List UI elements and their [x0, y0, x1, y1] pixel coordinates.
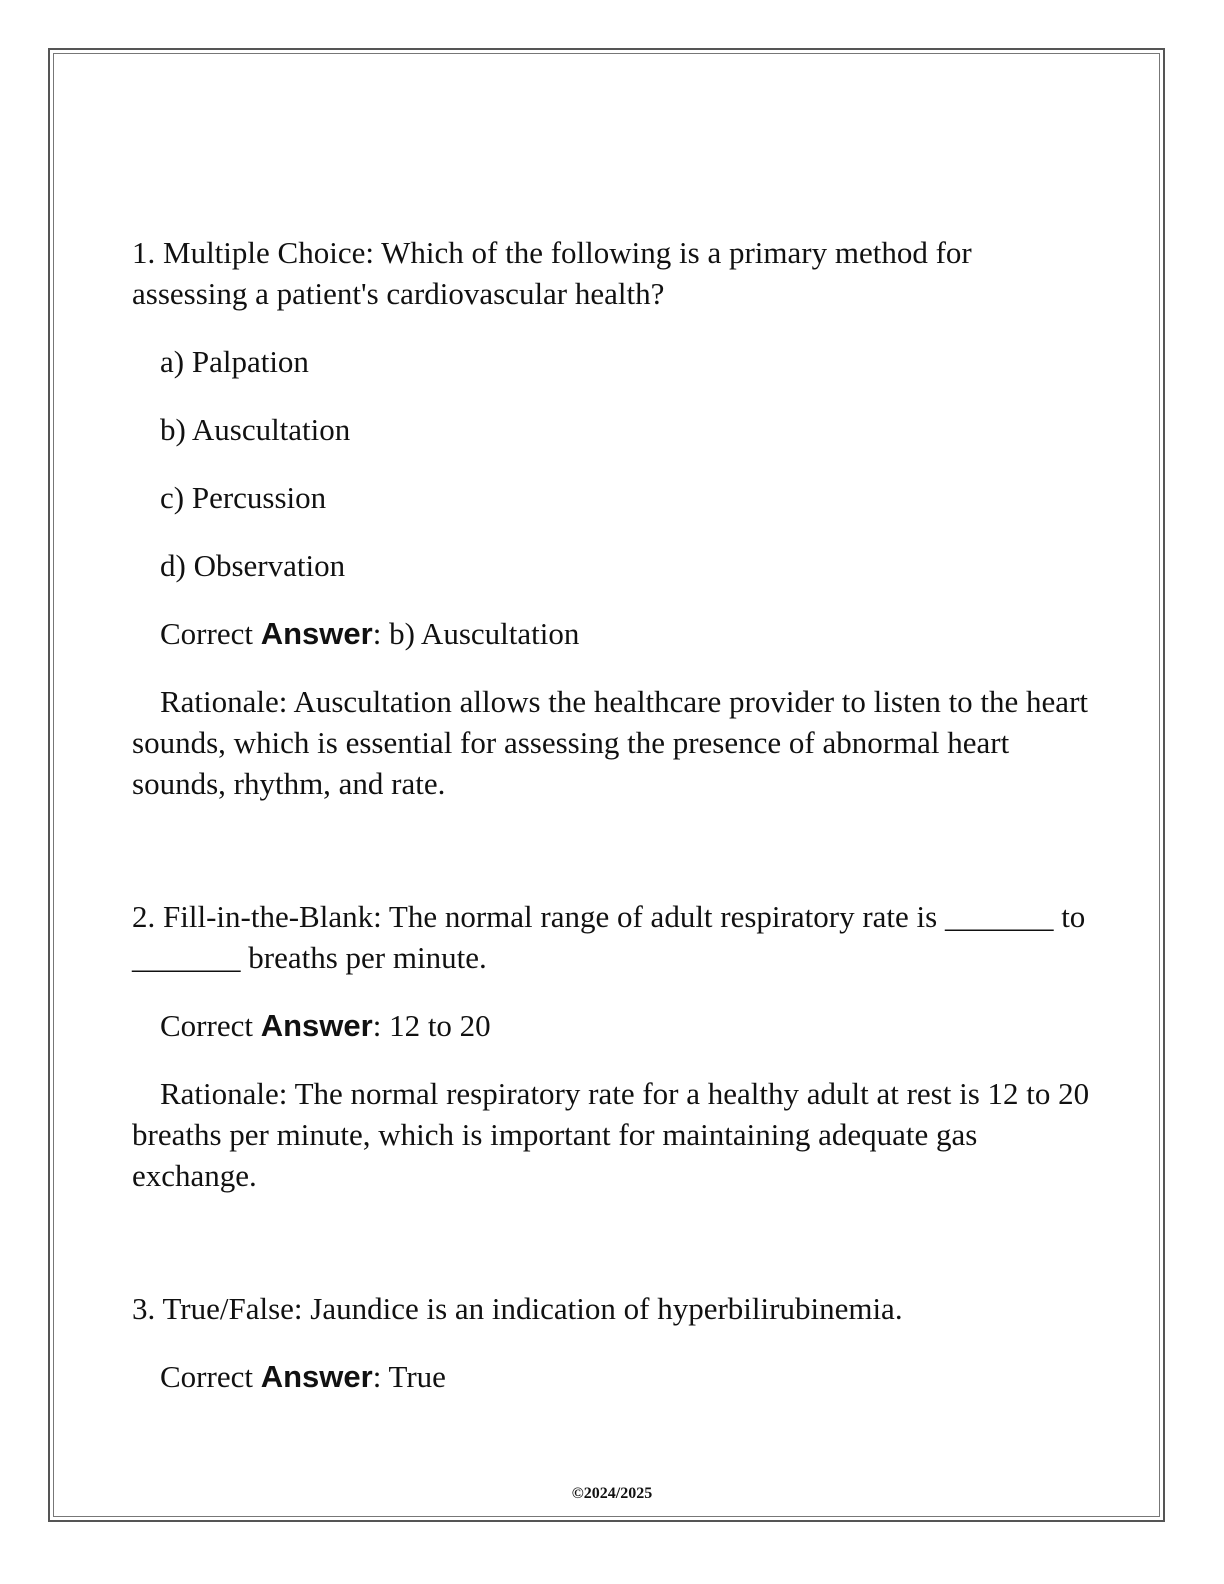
question-1-prompt: 1. Multiple Choice: Which of the following is a primary method for assessing a patient's cardiovascular health?: [132, 235, 972, 311]
document-body: [132, 232, 1092, 1397]
question-1-option-b: b) Auscultation: [160, 412, 351, 447]
question-3-prompt: 3. True/False: Jaundice is an indication of hyperbilirubinemia.: [132, 1291, 903, 1326]
question-1-rationale: Rationale: Auscultation allows the healthcare provider to listen to the heart sounds, which is essential for assessing the presence of abnormal heart sounds, rhythm, and rate.: [132, 684, 1089, 801]
question-1-option-a: a) Palpation: [160, 344, 309, 379]
answer-value: : True: [372, 1359, 446, 1394]
answer-value: : 12 to 20: [372, 1008, 491, 1043]
question-2-answer: [132, 1005, 1092, 1046]
answer-label: Answer: [260, 616, 373, 651]
answer-label: Answer: [260, 1359, 373, 1394]
answer-label: Answer: [260, 1008, 373, 1043]
question-1-option-d: d) Observation: [160, 548, 346, 583]
question-3-answer: [132, 1356, 1092, 1397]
answer-prefix: Correct: [160, 616, 261, 651]
question-1-answer: [132, 613, 1092, 654]
question-2-rationale: Rationale: The normal respiratory rate for a healthy adult at rest is 12 to 20 breaths per minute, which is important for maintaining adequate gas exchange.: [132, 1076, 1090, 1193]
question-1-option-c: c) Percussion: [160, 480, 327, 515]
answer-value: : b) Auscultation: [372, 616, 580, 651]
answer-prefix: Correct: [160, 1008, 261, 1043]
answer-prefix: Correct: [160, 1359, 261, 1394]
question-2-prompt: 2. Fill-in-the-Blank: The normal range of adult respiratory rate is _______ to _______ breaths per minute.: [132, 899, 1086, 975]
footer-copyright: ©2024/2025: [571, 1485, 653, 1502]
